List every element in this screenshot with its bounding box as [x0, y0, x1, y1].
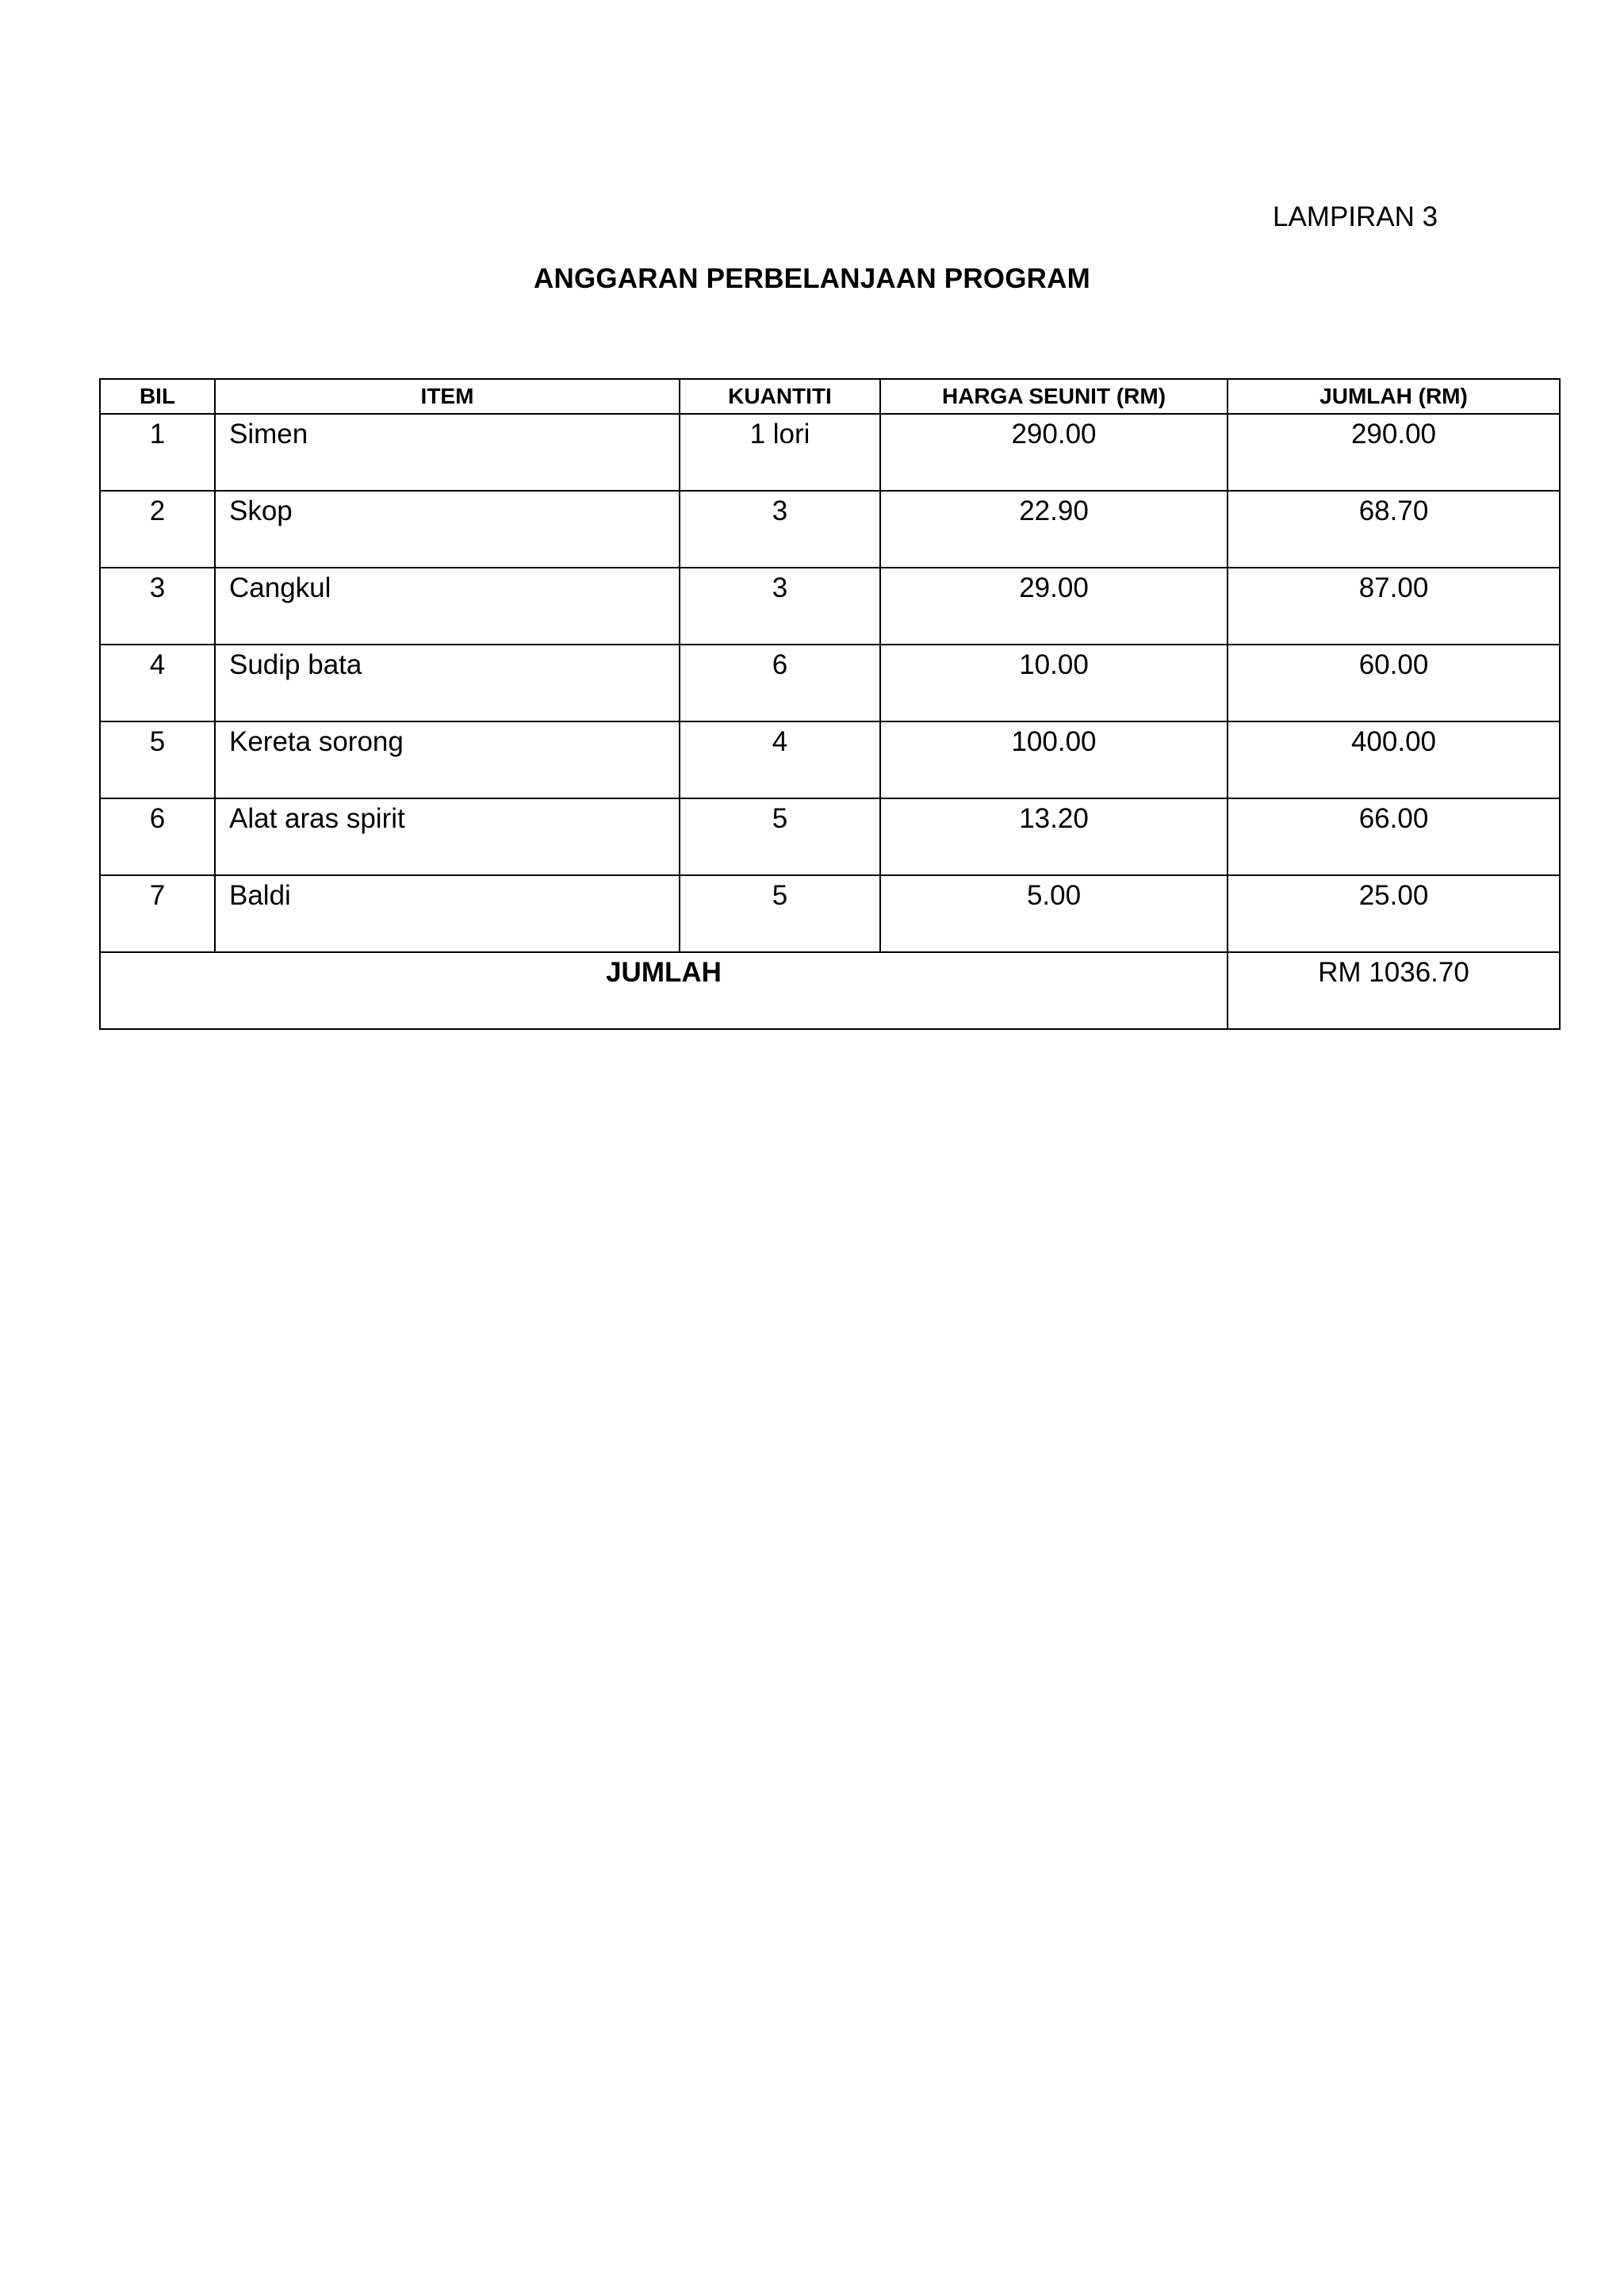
cell-jumlah: 68.70: [1228, 491, 1560, 568]
budget-table: [99, 378, 1561, 1030]
table-row: [100, 798, 1560, 875]
cell-kuantiti: 5: [680, 875, 880, 952]
cell-item: Cangkul: [215, 568, 680, 645]
cell-bil: 2: [100, 491, 215, 568]
table-row: [100, 645, 1560, 721]
cell-harga: 100.00: [880, 721, 1228, 798]
total-row: [100, 952, 1560, 1029]
cell-bil: 6: [100, 798, 215, 875]
cell-item: Simen: [215, 414, 680, 491]
header-bil: BIL: [100, 379, 215, 414]
cell-bil: 4: [100, 645, 215, 721]
cell-harga: 13.20: [880, 798, 1228, 875]
total-value: RM 1036.70: [1228, 952, 1560, 1029]
cell-harga: 5.00: [880, 875, 1228, 952]
header-item: ITEM: [215, 379, 680, 414]
cell-harga: 29.00: [880, 568, 1228, 645]
cell-bil: 7: [100, 875, 215, 952]
table-row: [100, 568, 1560, 645]
table-row: [100, 491, 1560, 568]
cell-item: Baldi: [215, 875, 680, 952]
cell-jumlah: 400.00: [1228, 721, 1560, 798]
cell-item: Kereta sorong: [215, 721, 680, 798]
document-title: ANGGARAN PERBELANJAAN PROGRAM: [534, 263, 1090, 294]
cell-bil: 3: [100, 568, 215, 645]
cell-bil: 5: [100, 721, 215, 798]
cell-jumlah: 60.00: [1228, 645, 1560, 721]
cell-item: Alat aras spirit: [215, 798, 680, 875]
cell-jumlah: 290.00: [1228, 414, 1560, 491]
cell-kuantiti: 6: [680, 645, 880, 721]
total-label: JUMLAH: [100, 952, 1228, 1029]
header-kuantiti: KUANTITI: [680, 379, 880, 414]
table-header-row: [100, 379, 1560, 414]
cell-item: Skop: [215, 491, 680, 568]
header-jumlah: JUMLAH (RM): [1228, 379, 1560, 414]
cell-harga: 22.90: [880, 491, 1228, 568]
table-row: [100, 721, 1560, 798]
cell-kuantiti: 5: [680, 798, 880, 875]
cell-kuantiti: 3: [680, 568, 880, 645]
cell-jumlah: 66.00: [1228, 798, 1560, 875]
cell-kuantiti: 3: [680, 491, 880, 568]
table-row: [100, 875, 1560, 952]
cell-jumlah: 87.00: [1228, 568, 1560, 645]
cell-kuantiti: 1 lori: [680, 414, 880, 491]
cell-kuantiti: 4: [680, 721, 880, 798]
table-row: [100, 414, 1560, 491]
cell-jumlah: 25.00: [1228, 875, 1560, 952]
cell-harga: 10.00: [880, 645, 1228, 721]
appendix-label: LAMPIRAN 3: [1273, 201, 1438, 232]
cell-harga: 290.00: [880, 414, 1228, 491]
header-harga-seunit: HARGA SEUNIT (RM): [880, 379, 1228, 414]
cell-bil: 1: [100, 414, 215, 491]
cell-item: Sudip bata: [215, 645, 680, 721]
